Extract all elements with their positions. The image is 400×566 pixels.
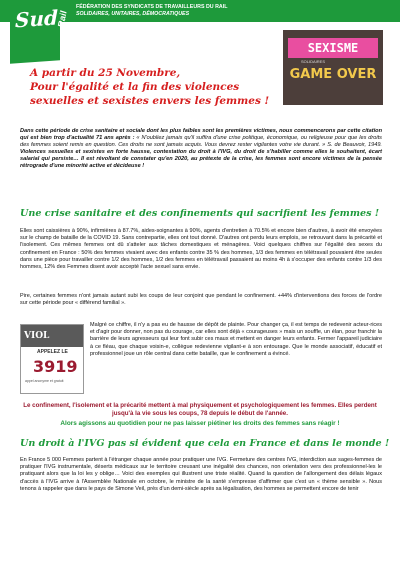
helpline-3919-image (20, 324, 84, 394)
section2-heading: Un droit à l'IVG pas si évident que cela en France et dans le monde ! (20, 438, 390, 449)
helpline-note: appel anonyme et gratuit (25, 379, 64, 383)
section1-highlight-red: Le confinement, l'isolement et la précarité mettent à mal physiquement et psychologiquement les femmes. Elles perdent jusqu'à la vie sous les coups, 78 depuis le début de l'année. (23, 402, 377, 417)
intro-lead: Dans cette période de crise sanitaire et sociale dont les plus faibles sont les premières victimes, nous commencerons par cette citation qui est bien trop d'actualité 71 ans après : (20, 128, 382, 141)
intro-conclusion: Violences sexuelles et sexistes en forte hausse, contestation du droit à l'IVG, du droit de s'habiller comme elles le souhaitent, écart salarial qui persiste… Il est révoltant de constater qu'en 2020, au prétexte de la crise, les femmes sont encore victimes de la pensée rétrograde d'une minorité active et décideuse ! (20, 149, 382, 169)
intro-quote: « N'oubliez jamais qu'il suffira d'une crise politique, économique, ou religieuse pour que les droits des femmes soient remis en question. Ces droits ne sont jamais acquis. Vous devrez rester vigilantes votre vie durant. » S. de Beauvoir, 1949. (20, 135, 382, 148)
logo-text: Sud (15, 5, 58, 33)
organization-block (76, 4, 227, 18)
sud-rail-logo (10, 2, 69, 63)
title-line-3: sexuelles et sexistes envers les femmes ! (30, 95, 270, 107)
title-line-2: Pour l'égalité et la fin des violences (30, 81, 240, 93)
federation-name: FÉDÉRATION DES SYNDICATS DE TRAVAILLEURS DU RAIL (76, 4, 228, 10)
section1-heading: Une crise sanitaire et des confinements qui sacrifient les femmes ! (20, 208, 380, 219)
poster-subtitle: GAME OVER (289, 67, 377, 82)
section1-paragraph-2: Pire, certaines femmes n'ont jamais autant subi les coups de leur conjoint que pendant le confinement. +44% d'interventions des forces de l'ordre sur cette période pour « différend familial ». (20, 293, 382, 307)
helpline-call-label: APPELEZ LE (37, 349, 68, 355)
intro-paragraph (20, 128, 382, 170)
section1-paragraph-3: Malgré ce chiffre, il n'y a pas eu de hausse de dépôt de plainte. Pour changer ça, il est temps de redevenir acteur-rices et d'agir pour donner, non pas du courage, car elles sont déjà « courageuses » mais un souffle, un élan, pour franchir la barrière de leurs agresseurs qui leur font subir ces maux et mettent en danger leurs enfants. Fermer l'appareil judiciaire à ce fléau, que chaque voisin-e, collègue redevienne vigilant-e à son entourage. Que le monde associatif, éducatif et professionnel joue un rôle central dans cette bataille, que le confinement a évincé. (90, 322, 382, 357)
helpline-number: 3919 (33, 357, 78, 376)
section2-paragraph: En France 5 000 Femmes partent à l'étranger chaque année pour pratiquer une IVG. Fermeture des centres IVG, interdiction aux sages-femmes de pratiquer l'IVG instrumentale, déserts médicaux sur le territoire creusant une inégalité des chances, non orientation vers des professionnel-les le pratiquant alors que la loi les y oblige… Voici des exemples qui illustrent une triste réalité. Quand la question de l'allongement des délais légaux d'accès à l'IVG arrive à l'Assemblée Nationale en octobre, le ministre de la santé s'empresse d'affirmer que c'est un « thème sensible ». Nous tenons à rappeler que dans le pays de Simone Veil, près d'un demi-siècle après sa légalisation, des hommes se permettent encore de tenir (20, 457, 382, 492)
section1-highlight-green: Alors agissons au quotidien pour ne pas laisser piétiner les droits des femmes sans réagir ! (60, 420, 340, 427)
organization-tagline: SOLIDAIRES, UNITAIRES, DÉMOCRATIQUES (76, 11, 190, 17)
poster-small-label: SOLIDAIRES (301, 59, 326, 64)
helpline-image-top: VIOL (21, 325, 83, 347)
page-title (30, 66, 285, 108)
logo-rail-text: Rail (55, 10, 69, 28)
header (0, 0, 400, 33)
section1-paragraph-1: Elles sont caissières à 90%, infirmières à 87.7%, aides-soignantes à 90%, agents d'entretien à 70.5% et encore bien d'autres, à avoir été envoyées sur le champ de bataille de la COVID 19. Sans contrepartie, elles ont tout donné. D'autres ont perdu leurs emplois, se retrouvant dans la précarité et l'isolement. Ces mêmes femmes ont dû s'atteler aux tâches domestiques et ménagères. Voici quelques chiffres sur l'égalité des sexes du confinement en France : 50% des femmes vivaient avec des enfants contre 35 % des hommes, 1/3 des femmes en télétravail pouvaient être seules dans une pièce pour travailler contre 1/2 des hommes, 1/2 des femmes en télétravail passaient au moins 4h à s'occuper des enfants contre 1/3 des hommes, 12% des Femmes disent avoir accepté l'acte sexuel sans envie. (20, 228, 382, 271)
title-line-1: A partir du 25 Novembre, (30, 67, 181, 79)
poster-title: SEXISME (288, 38, 378, 58)
sexisme-poster-image (283, 30, 383, 105)
